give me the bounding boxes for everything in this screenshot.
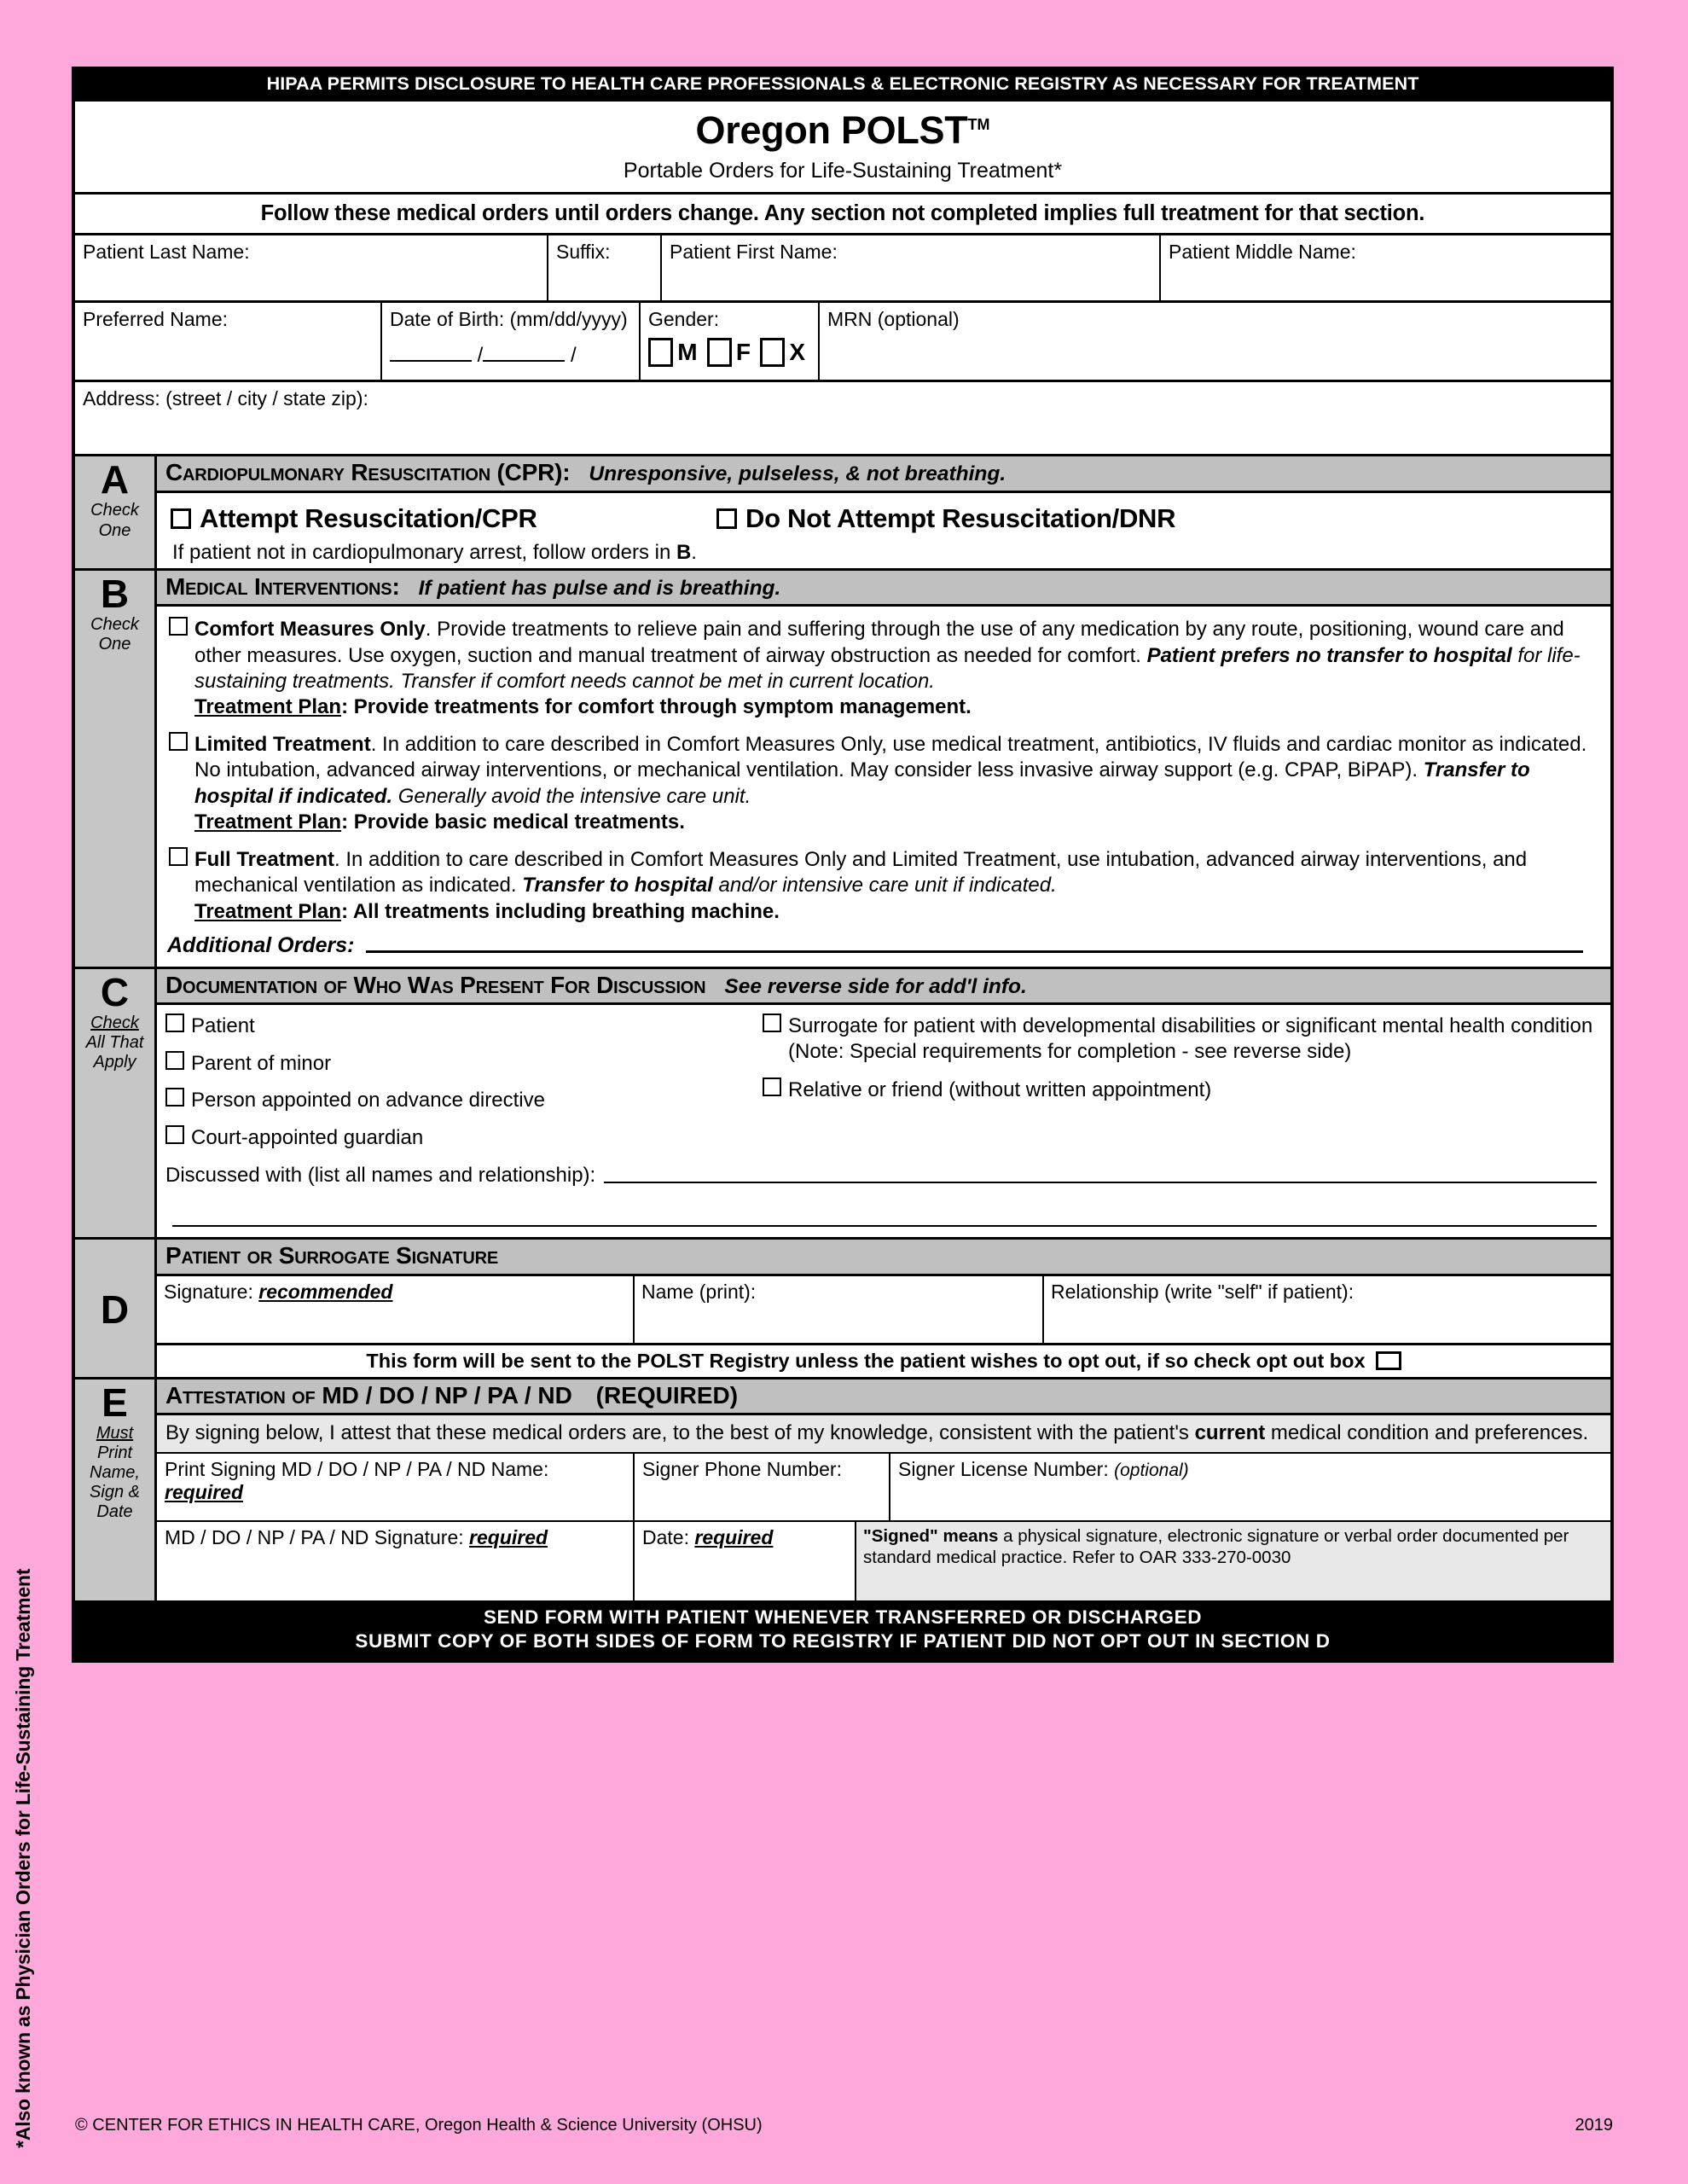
patient-relationship-field[interactable]: [1044, 1276, 1610, 1343]
checkbox-icon-surrogate[interactable]: [763, 1014, 781, 1032]
checkbox-icon-full-treatment[interactable]: [169, 847, 188, 866]
option-surrogate[interactable]: [763, 1014, 1602, 1064]
section-a-footnote: [165, 536, 1602, 566]
form-title-text: Oregon POLST: [695, 107, 968, 152]
full-treatment-emphasis: Transfer to hospital: [522, 874, 713, 897]
comfort-measures-body: . Provide treatments to relieve pain and suffering through the use of any medication by any route, positioning, wound care and other measures. Use oxygen, suction and manual treatment of airway obstruction as needed for comfort.: [194, 618, 1564, 667]
attestation-text-2: medical condition and preferences.: [1265, 1420, 1589, 1444]
signer-date-field[interactable]: [635, 1522, 856, 1600]
section-e-instruction-line4: Sign &: [90, 1483, 140, 1502]
limited-treatment-plan-label: Treatment Plan: [194, 810, 342, 834]
full-treatment-italic-tail: and/or intensive care unit if indicated.: [712, 874, 1057, 897]
comfort-measures-plan-text: : Provide treatments for comfort through symptom management.: [341, 694, 972, 718]
section-b: [75, 571, 1610, 969]
section-d-heading-text: Patient or Surrogate Signature: [165, 1242, 499, 1269]
signed-definition-note: [856, 1522, 1610, 1600]
additional-orders-blank[interactable]: [366, 935, 1583, 953]
full-treatment-plan-text: : All treatments including breathing machine.: [341, 899, 780, 923]
patient-first-name-label: Patient First Name:: [670, 241, 838, 264]
section-b-content: [157, 607, 1610, 967]
option-attempt-resuscitation-label: Attempt Resuscitation/CPR: [200, 502, 537, 533]
date-of-birth-blanks[interactable]: / /: [390, 343, 631, 392]
section-c-content: [157, 1005, 1610, 1237]
attestation-statement: [157, 1415, 1610, 1454]
signer-license-optional: (optional): [1114, 1460, 1189, 1480]
comfort-measures-text: [194, 617, 1602, 720]
mrn-label: MRN (optional): [827, 308, 960, 331]
send-form-bar: [75, 1600, 1610, 1659]
checkbox-icon-attempt-resuscitation[interactable]: [171, 508, 191, 529]
copyright-text: © CENTER FOR ETHICS IN HEALTH CARE, Oregon Health & Science University (OHSU): [75, 2116, 763, 2135]
patient-middle-name-label: Patient Middle Name:: [1169, 241, 1356, 264]
option-patient-label: Patient: [191, 1014, 255, 1038]
title-block: [75, 99, 1610, 195]
signer-phone-field[interactable]: [635, 1454, 890, 1520]
checkbox-icon-dnr[interactable]: [716, 508, 737, 529]
limited-treatment-emphasis: Transfer to hospital if indicated.: [194, 758, 1530, 808]
section-c-heading: [157, 969, 1610, 1005]
section-d-letter-column: [75, 1240, 157, 1376]
patient-relationship-label: Relationship (write "self" if patient):: [1051, 1280, 1354, 1303]
attestation-text-1: By signing below, I attest that these medical orders are, to the best of my knowledge, consistent with the patient's: [165, 1420, 1195, 1444]
section-e-heading: [157, 1380, 1610, 1415]
section-e-instruction-line1: Must: [96, 1423, 134, 1443]
patient-signature-emphasis: recommended: [258, 1280, 393, 1303]
discussed-with-row[interactable]: [165, 1164, 1602, 1188]
section-e-instruction-line5: Date: [96, 1502, 133, 1522]
section-a-footnote-before: If patient not in cardiopulmonary arrest, follow orders in: [172, 540, 676, 564]
patient-name-print-field[interactable]: [635, 1276, 1044, 1343]
gender-label-m: M: [677, 338, 698, 365]
signer-signature-required: required: [469, 1525, 548, 1548]
section-a: [75, 456, 1610, 570]
patient-last-name-label: Patient Last Name:: [83, 241, 250, 264]
section-d-signature-row: [157, 1276, 1610, 1345]
patient-name-row: [75, 235, 1610, 303]
patient-suffix-label: Suffix:: [556, 241, 611, 264]
section-c-instruction: [75, 1014, 154, 1073]
section-c-instruction-line3: Apply: [93, 1053, 136, 1072]
signer-license-label: Signer License Number:: [898, 1457, 1109, 1480]
section-e-heading-required: (REQUIRED): [595, 1381, 739, 1409]
section-c-letter: C: [100, 969, 130, 1014]
address-row: [75, 382, 1610, 456]
section-a-body: [157, 456, 1610, 567]
section-a-options: [165, 498, 1602, 536]
section-e-instruction: [75, 1424, 154, 1523]
hipaa-disclosure-bar: HIPAA PERMITS DISCLOSURE TO HEALTH CARE PROFESSIONALS & ELECTRONIC REGISTRY AS NECESSARY FOR TREATMENT: [75, 70, 1610, 99]
section-d-heading: [157, 1240, 1610, 1275]
patient-suffix-field[interactable]: [548, 235, 662, 300]
page-footer: [75, 2116, 1613, 2135]
section-a-heading-text: Cardiopulmonary Resuscitation (CPR):: [165, 459, 571, 486]
option-relative-or-friend[interactable]: [763, 1077, 1602, 1103]
section-d: [75, 1240, 1610, 1379]
form-year: 2019: [1575, 2116, 1613, 2135]
option-parent-of-minor[interactable]: [165, 1051, 763, 1077]
gender-field[interactable]: [641, 303, 820, 380]
gender-checkbox-f[interactable]: [707, 338, 732, 367]
section-a-heading-note: Unresponsive, pulseless, & not breathing.: [589, 462, 1006, 486]
section-e-heading-text: Attestation of: [165, 1381, 316, 1409]
signer-print-name-field[interactable]: [157, 1454, 635, 1520]
limited-treatment-title: Limited Treatment: [194, 733, 371, 757]
checkbox-icon-opt-out[interactable]: [1376, 1351, 1401, 1370]
attestation-bold: current: [1194, 1420, 1266, 1444]
section-e-letter: E: [102, 1380, 128, 1425]
section-b-heading-note: If patient has pulse and is breathing.: [418, 576, 781, 600]
send-form-line-1: SEND FORM WITH PATIENT WHENEVER TRANSFERRED OR DISCHARGED: [483, 1606, 1203, 1628]
option-surrogate-label: Surrogate for patient with developmental disabilities or significant mental health condition (Note: Special requirements for completion - see reverse side): [788, 1014, 1593, 1063]
signer-print-name-required: required: [165, 1481, 244, 1504]
checkbox-icon-relative-or-friend[interactable]: [763, 1077, 781, 1096]
gender-checkbox-x[interactable]: [760, 338, 785, 367]
preferred-dob-gender-row: [75, 303, 1610, 382]
limited-treatment-italic-tail: Generally avoid the intensive care unit.: [392, 784, 751, 808]
section-b-instruction: [75, 615, 154, 654]
limited-treatment-plan-text: : Provide basic medical treatments.: [341, 810, 685, 834]
gender-label: Gender:: [648, 308, 720, 331]
section-b-instruction-line1: Check: [90, 614, 139, 634]
option-attempt-resuscitation[interactable]: [171, 503, 716, 534]
additional-orders-label: Additional Orders:: [167, 932, 355, 957]
additional-orders-row[interactable]: [167, 933, 1602, 958]
signer-signature-label: MD / DO / NP / PA / ND Signature:: [165, 1525, 464, 1548]
gender-options: [648, 338, 810, 367]
section-c: [75, 969, 1610, 1240]
signer-signature-row: [157, 1522, 1610, 1600]
discussed-with-blank-2[interactable]: [172, 1188, 1597, 1227]
section-e-heading-credentials: MD / DO / NP / PA / ND: [322, 1381, 572, 1409]
comfort-measures-plan-label: Treatment Plan: [194, 694, 342, 718]
form-title: [75, 107, 1610, 152]
section-c-letter-column: [75, 969, 157, 1238]
section-c-left-column: [165, 1014, 763, 1162]
section-a-letter-column: [75, 456, 157, 567]
option-advance-directive-appointee[interactable]: [165, 1088, 763, 1113]
section-b-letter: B: [100, 571, 130, 616]
gender-label-f: F: [735, 338, 751, 365]
section-c-heading-note: See reverse side for add'l info.: [724, 974, 1027, 998]
section-e: [75, 1380, 1610, 1600]
patient-signature-label: Signature:: [164, 1280, 253, 1303]
section-c-right-column: [763, 1014, 1602, 1162]
option-relative-or-friend-label: Relative or friend (without written appointment): [788, 1078, 1212, 1102]
option-dnr-label: Do Not Attempt Resuscitation/DNR: [745, 502, 1176, 533]
mrn-field[interactable]: [820, 303, 1610, 380]
date-of-birth-label: Date of Birth: (mm/dd/yyyy): [390, 308, 628, 331]
polst-form: [72, 67, 1614, 1663]
section-a-letter: A: [100, 457, 130, 502]
registry-optout-row[interactable]: [157, 1345, 1610, 1377]
limited-treatment-body: . In addition to care described in Comfort Measures Only, use medical treatment, antibiotics, IV fluids and cardiac monitor as indicated. No intubation, advanced airway interventions, or mechanical ventilation. May consider less invasive airway support (e.g. CPAP, BiPAP).: [194, 733, 1587, 782]
comfort-measures-italic-tail: for life-sustaining treatments. Transfer if comfort needs cannot be met in current location.: [194, 643, 1581, 693]
limited-treatment-text: [194, 732, 1602, 835]
address-field[interactable]: [75, 382, 1610, 454]
option-limited-treatment[interactable]: [169, 732, 1602, 835]
patient-last-name-field[interactable]: [75, 235, 548, 300]
checkbox-icon-court-guardian[interactable]: [165, 1125, 184, 1144]
section-a-instruction-line2: One: [98, 520, 131, 540]
form-subtitle: Portable Orders for Life-Sustaining Treatment*: [623, 158, 1063, 183]
signer-print-name-label: Print Signing MD / DO / NP / PA / ND Name:: [165, 1457, 549, 1480]
registry-optout-text: This form will be sent to the POLST Registry unless the patient wishes to opt out, if so check opt out box: [366, 1349, 1366, 1372]
section-b-letter-column: [75, 571, 157, 967]
side-note-vertical: *Also known as Physician Orders for Life-Sustaining Treatment: [12, 1568, 34, 2148]
section-e-body: [157, 1380, 1610, 1600]
date-of-birth-field[interactable]: [382, 303, 641, 380]
signed-definition-rest: a physical signature, electronic signature or verbal order documented per standard medical practice. Refer to OAR 333-270-0030: [863, 1525, 1569, 1568]
trademark-mark: TM: [967, 115, 990, 133]
option-court-guardian-label: Court-appointed guardian: [191, 1125, 424, 1149]
discussed-with-label: Discussed with (list all names and relationship):: [165, 1164, 596, 1188]
option-court-appointed-guardian[interactable]: [165, 1125, 763, 1151]
section-c-body: [157, 969, 1610, 1238]
signer-info-row: [157, 1454, 1610, 1522]
comfort-measures-emphasis: Patient prefers no transfer to hospital: [1146, 643, 1512, 667]
preferred-name-label: Preferred Name:: [83, 308, 229, 331]
section-d-letter: D: [100, 1287, 130, 1333]
option-advance-directive-label: Person appointed on advance directive: [191, 1089, 545, 1112]
option-full-treatment[interactable]: [169, 847, 1602, 925]
option-parent-of-minor-label: Parent of minor: [191, 1051, 332, 1075]
signer-signature-field[interactable]: [157, 1522, 635, 1600]
section-a-footnote-bold: B: [676, 540, 692, 564]
section-c-instruction-line2: All That: [85, 1033, 144, 1053]
section-b-body: [157, 571, 1610, 967]
patient-name-print-label: Name (print):: [641, 1280, 757, 1303]
gender-label-x: X: [789, 338, 806, 365]
checkbox-icon-limited-treatment[interactable]: [169, 732, 188, 751]
signer-date-required: required: [694, 1525, 774, 1548]
option-do-not-attempt-resuscitation[interactable]: [716, 503, 1175, 534]
follow-orders-statement: Follow these medical orders until orders change. Any section not completed implies full treatment for that section.: [75, 195, 1610, 235]
section-c-heading-text: Documentation of Who Was Present For Discussion: [165, 971, 706, 998]
section-a-instruction-line1: Check: [90, 501, 139, 520]
checkbox-icon-parent-of-minor[interactable]: [165, 1051, 184, 1070]
send-form-line-2: SUBMIT COPY OF BOTH SIDES OF FORM TO REGISTRY IF PATIENT DID NOT OPT OUT IN SECTION D: [355, 1629, 1331, 1652]
section-e-instruction-line3: Name,: [90, 1462, 140, 1482]
patient-first-name-field[interactable]: [662, 235, 1161, 300]
section-e-instruction-line2: Print: [96, 1443, 133, 1462]
section-b-heading: [157, 571, 1610, 607]
patient-middle-name-field[interactable]: [1161, 235, 1610, 300]
preferred-name-field[interactable]: [75, 303, 382, 380]
comfort-measures-title: Comfort Measures Only: [194, 618, 426, 642]
dob-day-blank[interactable]: [483, 343, 565, 362]
signed-definition-bold: "Signed" means: [863, 1525, 999, 1546]
discussed-with-blank-1[interactable]: [604, 1168, 1597, 1183]
section-c-option-columns: [165, 1010, 1602, 1162]
signer-phone-label: Signer Phone Number:: [642, 1457, 842, 1480]
full-treatment-text: [194, 847, 1602, 925]
checkbox-icon-advance-directive[interactable]: [165, 1088, 184, 1107]
dob-month-blank[interactable]: [390, 343, 472, 362]
gender-checkbox-m[interactable]: [648, 338, 673, 367]
section-a-instruction: [75, 501, 154, 540]
section-b-heading-text: Medical Interventions:: [165, 572, 400, 600]
checkbox-icon-patient[interactable]: [165, 1014, 184, 1032]
option-patient[interactable]: [165, 1014, 763, 1039]
section-a-content: [157, 493, 1610, 568]
signer-date-label: Date:: [642, 1525, 689, 1548]
patient-signature-field[interactable]: [157, 1276, 635, 1343]
address-label: Address: (street / city / state zip):: [83, 387, 368, 410]
section-e-letter-column: [75, 1380, 157, 1600]
section-c-instruction-line1: Check: [90, 1013, 139, 1032]
checkbox-icon-comfort-measures[interactable]: [169, 617, 188, 636]
full-treatment-plan-label: Treatment Plan: [194, 899, 342, 923]
signer-license-field[interactable]: [890, 1454, 1610, 1520]
section-a-heading: [157, 456, 1610, 492]
full-treatment-title: Full Treatment: [194, 848, 335, 872]
full-treatment-body: . In addition to care described in Comfort Measures Only and Limited Treatment, use intubation, advanced airway interventions, and mechanical ventilation as indicated.: [194, 848, 1528, 897]
option-comfort-measures-only[interactable]: [169, 617, 1602, 720]
section-b-instruction-line2: One: [98, 635, 131, 653]
section-a-footnote-after: .: [691, 540, 697, 564]
section-d-body: [157, 1240, 1610, 1376]
